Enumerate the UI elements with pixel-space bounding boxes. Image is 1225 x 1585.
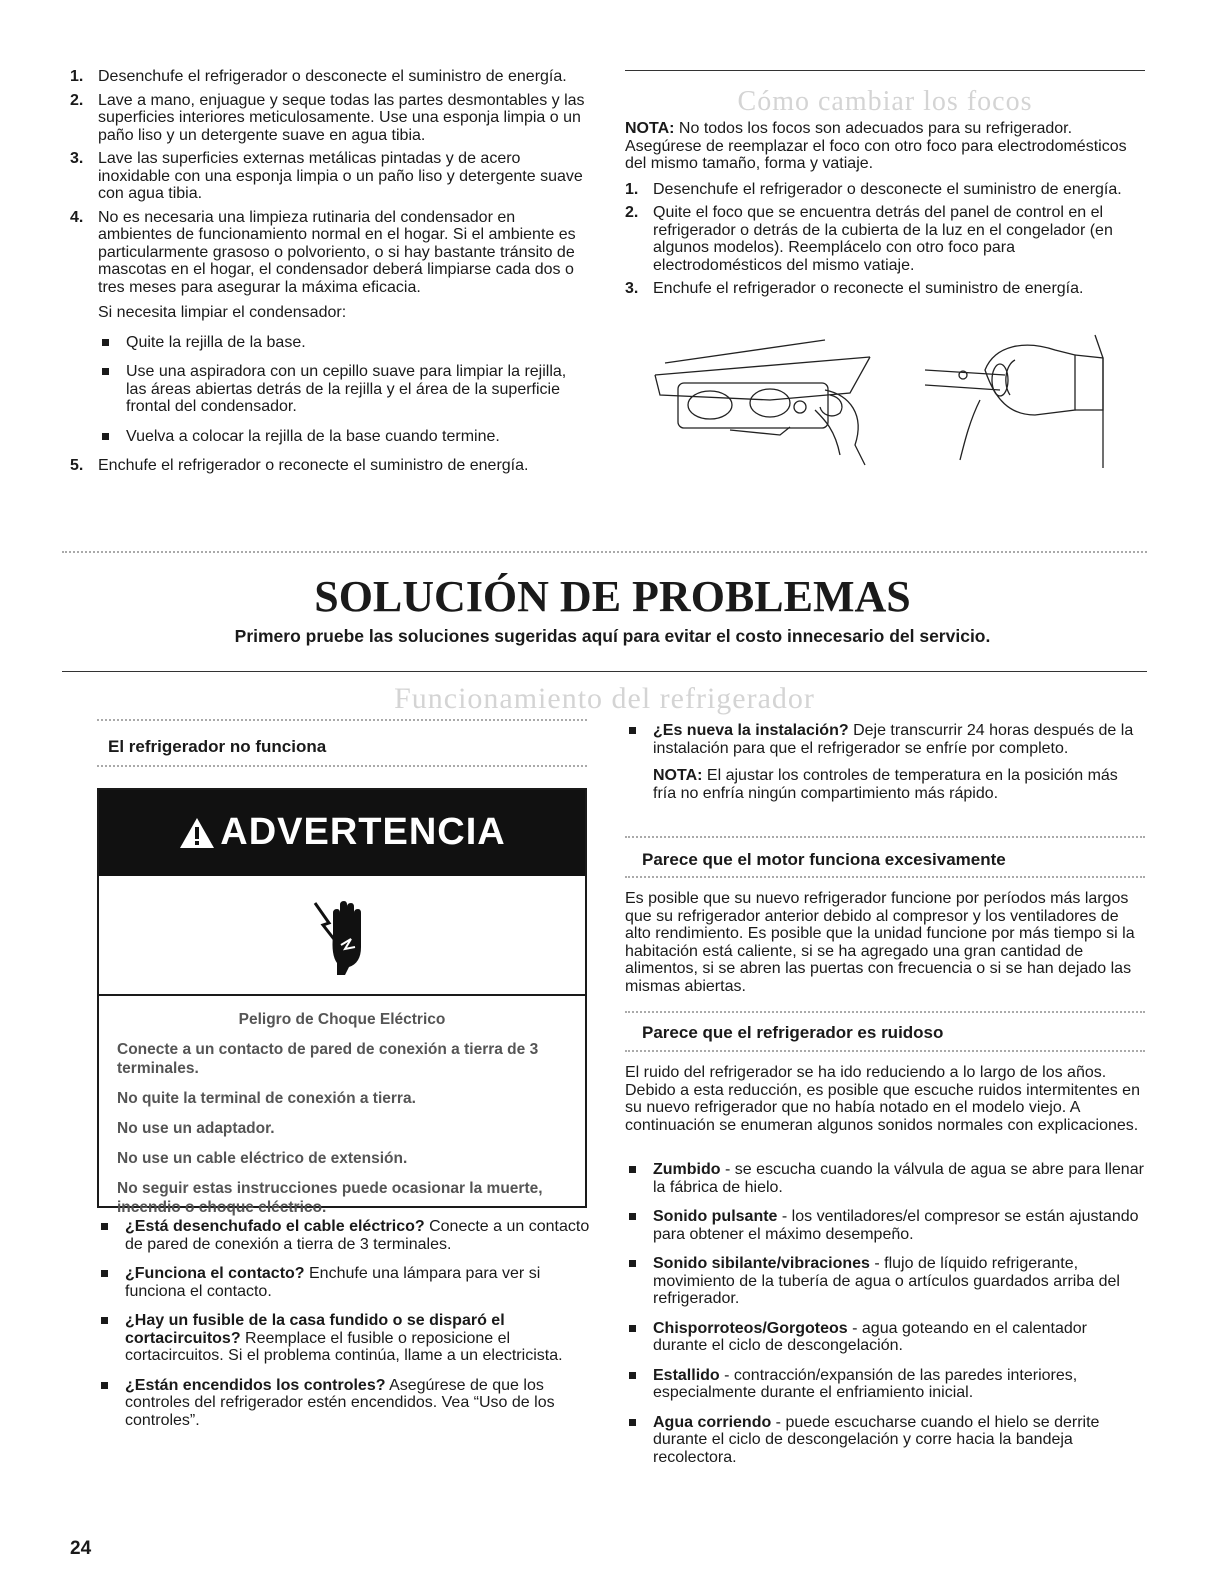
divider <box>625 1011 1145 1013</box>
divider <box>625 836 1145 838</box>
subsection-heading: El refrigerador no funciona <box>108 737 327 756</box>
warning-triangle-icon <box>178 816 216 850</box>
page-subtitle: Primero pruebe las soluciones sugeridas aquí para evitar el costo innecesario del servicio. <box>234 626 991 646</box>
bulbs-section <box>625 120 1145 304</box>
list-item: ¿Hay un fusible de la casa fundido o se disparó el cortacircuitos? Reemplace el fusible o reposicione el cortacircuitos. Si el problema continúa, llame a un electricista. <box>97 1312 592 1365</box>
divider <box>97 765 587 767</box>
noise-text: El ruido del refrigerador se ha ido reduciendo a lo largo de los años. Debido a esta reducción, es posible que escuche ruidos intermitentes en su nuevo refrigerador que no había notado en el modelo viejo. A continuación se enumeran algunos sonidos normales con explicaciones. <box>625 1064 1140 1134</box>
list-item: Use una aspiradora con un cepillo suave para limpiar la rejilla, las áreas abiertas detrás de la rejilla y el área de la superficie frontal del condensador. <box>98 363 590 416</box>
warning-banner: ADVERTENCIA <box>99 790 585 876</box>
freezer-bulb-illustration <box>925 330 1115 470</box>
install-note: NOTA: El ajustar los controles de temperatura en la posición más fría no enfría ningún compartimiento más rápido. <box>653 767 1118 802</box>
warning-box <box>97 788 587 1216</box>
electric-shock-icon <box>307 895 377 975</box>
step-3: 3. Lave las superficies externas metálicas pintadas y de acero inoxidable con una esponja limpia o un paño liso y detergente suave con agua tibia. <box>70 150 583 202</box>
warning-line: No use un adaptador. <box>117 1120 275 1137</box>
control-panel-bulb-illustration <box>650 335 880 475</box>
hazard-label: Peligro de Choque Eléctrico <box>238 1011 446 1028</box>
bulb-step-2: 2. Quite el foco que se encuentra detrás del panel de control en el refrigerador o detrás de la cubierta de la luz en el congelador (en algunos modelos). Reemplácelo con otro foco para electrodomésticos del mismo vatiaje. <box>625 204 1113 274</box>
list-item: ¿Están encendidos los controles? Asegúrese de que los controles del refrigerador estén encendidos. Vea “Uso de los controles”. <box>97 1377 592 1430</box>
list-item: Sonido sibilante/vibraciones - flujo de líquido refrigerante, movimiento de la tubería de agua o artículos guardados arriba del refrigerador. <box>625 1255 1145 1308</box>
bulb-step-1: 1. Desenchufe el refrigerador o desconecte el suministro de energía. <box>625 180 1122 198</box>
divider <box>625 1050 1145 1052</box>
list-item: ¿Funciona el contacto? Enchufe una lámpara para ver si funciona el contacto. <box>97 1265 592 1300</box>
list-item: ¿Es nueva la instalación? Deje transcurrir 24 horas después de la instalación para que el refrigerador se enfríe por completo. NOTA: El ajustar los controles de temperatura en la posición más fría no enfría ningún compartimiento más rápido. <box>625 722 1140 802</box>
warning-text <box>99 996 585 1217</box>
subsection-heading: Parece que el motor funciona excesivamente <box>642 850 1006 869</box>
sounds-list <box>625 1161 1145 1474</box>
list-item: Quite la rejilla de la base. <box>98 334 590 352</box>
divider <box>62 671 1147 672</box>
list-item: Vuelva a colocar la rejilla de la base cuando termine. <box>98 428 590 446</box>
step-4: 4. No es necesaria una limpieza rutinaria del condensador en ambientes de funcionamiento normal en el hogar. Si el ambiente es particularmente grasoso o polvoriento, o si hay bastante tránsito de mascotas en el hogar, el condensador deberá limpiarse cada dos o tres meses para asegurar la máxima eficacia. Si necesita limpiar el condensador: Quite la rejilla de la base. Use una aspiradora con un cepillo suave para limpiar la rejilla, las áreas abiertas detrás de la rejilla y el área de la superficie frontal del condensador. Vuelva a colocar la rejilla de la base cuando termine. <box>70 209 590 446</box>
list-item: Zumbido - se escucha cuando la válvula de agua se abre para llenar la fábrica de hielo. <box>625 1161 1145 1196</box>
step-1: 1. Desenchufe el refrigerador o desconecte el suministro de energía. <box>70 68 567 85</box>
condenser-bullets <box>98 334 590 446</box>
cleaning-steps <box>70 68 590 481</box>
condenser-intro: Si necesita limpiar el condensador: <box>98 304 347 321</box>
motor-text: Es posible que su nuevo refrigerador funcione por períodos más largos que su refrigerador anterior debido al compresor y los ventiladores de alto rendimiento. Es posible que la unidad funcione por más tiempo si la habitación está caliente, si se ha agregado una gran cantidad de alimentos, si se abren las puertas con frecuencia o si se han dejado las mismas abiertas. <box>625 890 1135 995</box>
bulbs-heading: Cómo cambiar los focos <box>737 86 1033 117</box>
power-checks <box>97 1218 592 1437</box>
warning-line: Conecte a un contacto de pared de conexión a tierra de 3 terminales. <box>117 1041 539 1077</box>
warning-line: No use un cable eléctrico de extensión. <box>117 1150 408 1167</box>
page-title: SOLUCIÓN DE PROBLEMAS <box>314 572 911 621</box>
section-heading: Funcionamiento del refrigerador <box>394 682 815 715</box>
shock-hazard-illustration <box>99 876 585 996</box>
list-item: ¿Está desenchufado el cable eléctrico? Conecte a un contacto de pared de conexión a tierra de 3 terminales. <box>97 1218 592 1253</box>
page-number: 24 <box>70 1538 92 1559</box>
bulbs-note: NOTA: No todos los focos son adecuados para su refrigerador. Asegúrese de reemplazar el foco con otro foco para electrodomésticos del mismo tamaño, forma y vatiaje. <box>625 120 1127 172</box>
bulb-step-3: 3. Enchufe el refrigerador o reconecte el suministro de energía. <box>625 280 1084 297</box>
step-2: 2. Lave a mano, enjuague y seque todas las partes desmontables y las superficies interiores meticulosamente. Use una esponja limpia o un paño liso y un detergente suave en agua tibia. <box>70 91 585 144</box>
list-item: Agua corriendo - puede escucharse cuando el hielo se derrite durante el ciclo de descongelación y corre hacia la bandeja recolectora. <box>625 1414 1145 1467</box>
step-5: 5. Enchufe el refrigerador o reconecte el suministro de energía. <box>70 457 529 474</box>
list-item: Estallido - contracción/expansión de las paredes interiores, especialmente durante el enfriamiento inicial. <box>625 1367 1145 1402</box>
warning-line: No quite la terminal de conexión a tierra. <box>117 1090 416 1107</box>
divider <box>97 719 587 721</box>
list-item: Sonido pulsante - los ventiladores/el compresor se están ajustando para obtener el máximo desempeño. <box>625 1208 1145 1243</box>
divider <box>625 70 1145 71</box>
section-separator <box>62 551 1147 553</box>
new-install-section <box>625 722 1140 810</box>
list-item: Chisporroteos/Gorgoteos - agua goteando en el calentador durante el ciclo de descongelación. <box>625 1320 1145 1355</box>
divider <box>625 876 1145 878</box>
subsection-heading: Parece que el refrigerador es ruidoso <box>642 1023 944 1042</box>
warning-line: No seguir estas instrucciones puede ocasionar la muerte, incendio o choque eléctrico. <box>117 1180 543 1216</box>
